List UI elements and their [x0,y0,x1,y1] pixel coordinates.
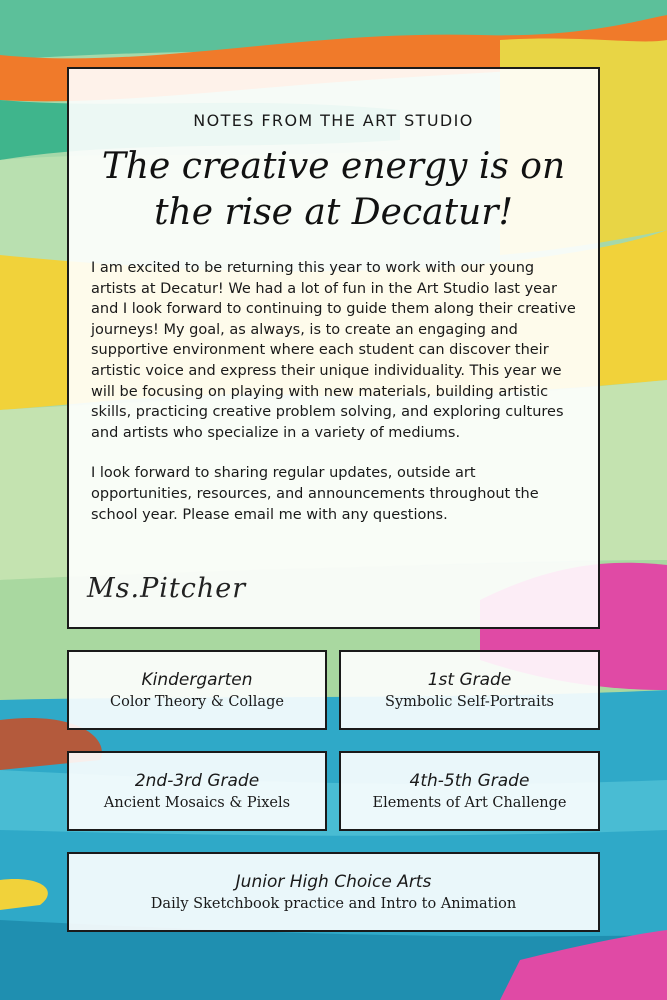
headline-line-1: The creative energy is on [101,146,566,187]
signature: Ms.Pitcher [87,573,247,604]
grade-card-2nd-3rd [67,751,327,831]
grade-subject: Symbolic Self-Portraits [385,694,554,710]
grade-card-kindergarten [67,650,327,730]
grade-card-junior-high [67,852,600,932]
grade-subject: Elements of Art Challenge [372,795,567,811]
grade-subject: Daily Sketchbook practice and Intro to Animation [150,896,517,912]
letter-body [91,258,576,525]
grade-label: 2nd-3rd Grade [134,771,260,791]
grade-label: Kindergarten [141,670,253,690]
grade-label: 1st Grade [427,670,512,690]
grade-label: 4th-5th Grade [409,771,530,791]
paragraph-2: I look forward to sharing regular updates, outside art opportunities, resources, and announcements throughout the school year. Please email me with any questions. [91,465,539,523]
grade-subject: Ancient Mosaics & Pixels [103,795,291,811]
grade-subject: Color Theory & Collage [110,694,284,710]
headline-line-2: the rise at Decatur! [154,192,513,233]
studio-notes-card [67,67,600,629]
section-eyebrow: NOTES FROM THE ART STUDIO [193,111,474,130]
headline [91,144,576,236]
paragraph-1: I am excited to be returning this year to work with our young artists at Decatur! We had a lot of fun in the Art Studio last year and I look forward to continuing to guide them along their creative journeys! My goal, as always, is to create an engaging and supportive environment where each student can discover their artistic voice and express their unique individuality. This year we will be focusing on playing with new materials, building artistic skills, practicing creative problem solving, and exploring cultures and artists who specialize in a variety of mediums. [91,260,576,441]
grade-card-4th-5th [339,751,600,831]
grade-card-1st [339,650,600,730]
grade-label: Junior High Choice Arts [235,872,432,892]
